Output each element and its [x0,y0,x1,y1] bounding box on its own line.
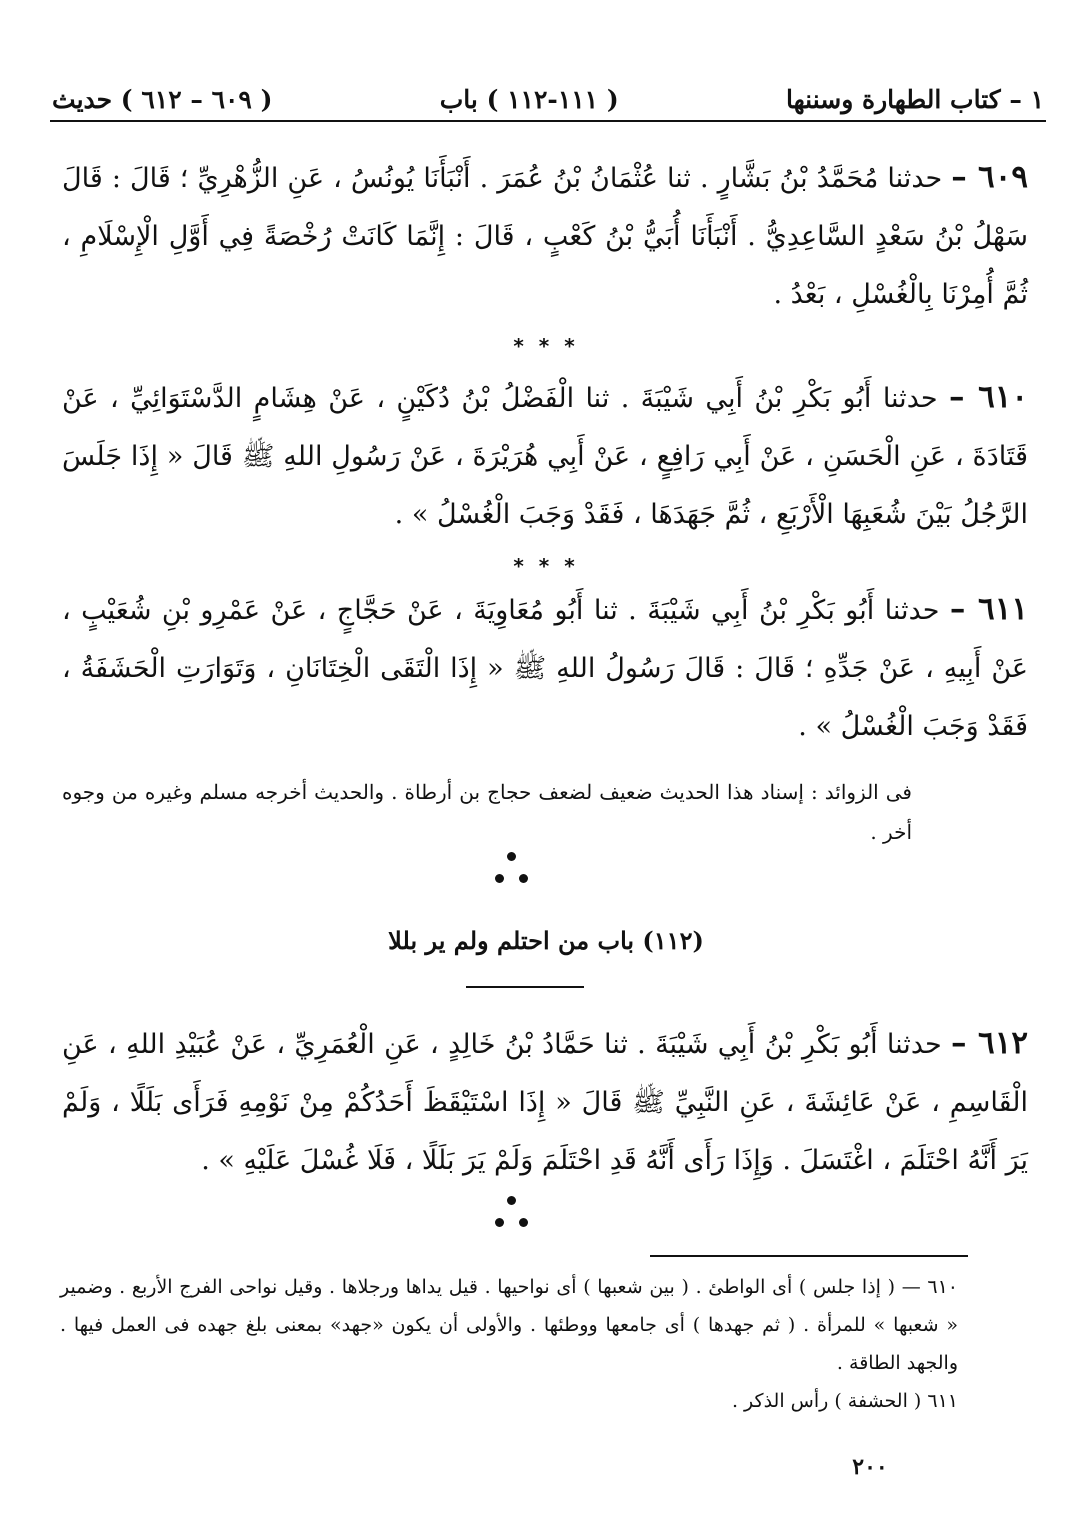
footnote-611: ٦١١ ( الحشفة ) رأس الذكر . [731,1390,958,1412]
chapter-heading: (١١٢) باب من احتلم ولم ير بللا [388,926,704,955]
chapter-underline [466,986,584,988]
hadith-number: ٦١١ – [949,591,1028,627]
section-separator: * * * [513,554,579,578]
page-number: ٢٠٠ [852,1454,888,1480]
hadith-number: ٦١٢ – [951,1025,1028,1061]
zawaid-note: فى الزوائد : إسناد هذا الحديث ضعيف لضعف حجاج بن أرطاة . والحديث أخرجه مسلم وغيره من وجوه أخر . [62,780,912,844]
hadith-text: حدثنا مُحَمَّدُ بْنُ بَشَّارٍ . ثنا عُثْمَانُ بْنُ عُمَرَ . أَنْبَأَنَا يُونُسُ ، عَنِ الزُّهْرِيِّ ؛ قَالَ : قَالَ سَهْلُ بْنُ سَعْدٍ السَّاعِدِيُّ . أَنْبَأَنَا أُبَيُّ بْنُ كَعْبٍ ، قَالَ : إِنَّمَا كَانَتْ رُخْصَةً فِي أَوَّلِ الْإِسْلَامِ ، ثُمَّ أُمِرْنَا بِالْغُسْلِ ، بَعْدُ . [62,163,1028,310]
hadith-text: حدثنا أَبُو بَكْرِ بْنُ أَبِي شَيْبَةَ . ثنا الْفَضْلُ بْنُ دُكَيْنٍ ، عَنْ هِشَامٍ الدَّسْتَوَائِيِّ ، عَنْ قَتَادَةَ ، عَنِ الْحَسَنِ ، عَنْ أَبِي رَافِعٍ ، عَنْ أَبِي هُرَيْرَةَ ، عَنْ رَسُولِ اللهِ ﷺ قَالَ « إِذَا جَلَسَ الرَّجُلُ بَيْنَ شُعَبِهَا الْأَرْبَعِ ، ثُمَّ جَهَدَهَا ، فَقَدْ وَجَبَ الْغُسْلُ » . [62,383,1028,530]
footnote-610: ٦١٠ — ( إذا جلس ) أى الواطئ . ( بين شعبها ) أى نواحيها . قيل يداها ورجلاها . وقيل نواحى الفرج الأربع . وضمير « شعبها » للمرأة . ( ثم جهدها ) أى جامعها ووطئها . والأولى أن يكون «جهد» بمعنى بلغ جهده فى العمل فيها . والجهد الطاقة . [60,1276,958,1374]
hadith-609 [62,148,1028,324]
hadith-text: حدثنا أَبُو بَكْرِ بْنُ أَبِي شَيْبَةَ . ثنا حَمَّادُ بْنُ خَالِدٍ ، عَنِ الْعُمَرِيِّ ، عَنْ عُبَيْدِ اللهِ ، عَنِ الْقَاسِمِ ، عَنْ عَائِشَةَ ، عَنِ النَّبِيِّ ﷺ قَالَ « إِذَا اسْتَيْقَظَ أَحَدُكُمْ مِنْ نَوْمِهِ فَرَأَى بَلَلًا ، وَلَمْ يَرَ أَنَّهُ احْتَلَمَ ، اغْتَسَلَ . وَإِذَا رَأَى أَنَّهُ قَدِ احْتَلَمَ وَلَمْ يَرَ بَلَلًا ، فَلَا غُسْلَ عَلَيْهِ » . [62,1029,1028,1176]
section-separator: * * * [513,334,579,358]
header-divider [50,120,1046,122]
header-hadith-range: ( ٦٠٩ – ٦١٢ ) حديث [52,85,273,114]
footnotes [60,1268,958,1420]
header-chapter-range: ( ١١١-١١٢ ) باب [439,85,619,114]
hadith-612 [62,1014,1028,1190]
ornament-dots [492,1196,532,1230]
header-book-title: ١ – كتاب الطهارة وسننها [786,85,1044,114]
hadith-611 [62,580,1028,756]
running-header [52,70,1044,114]
hadith-text: حدثنا أَبُو بَكْرِ بْنُ أَبِي شَيْبَةَ . ثنا أَبُو مُعَاوِيَةَ ، عَنْ حَجَّاجٍ ، عَنْ عَمْرِو بْنِ شُعَيْبٍ ، عَنْ أَبِيهِ ، عَنْ جَدِّهِ ؛ قَالَ : قَالَ رَسُولُ اللهِ ﷺ « إِذَا الْتَقَى الْخِتَانَانِ ، وَتَوَارَتِ الْحَشَفَةُ ، فَقَدْ وَجَبَ الْغُسْلُ » . [62,595,1028,742]
hadith-610 [62,368,1028,544]
hadith-number: ٦٠٩ – [951,159,1028,195]
footnote-divider [650,1255,968,1257]
ornament-dots [492,852,532,886]
hadith-number: ٦١٠ – [948,379,1029,415]
